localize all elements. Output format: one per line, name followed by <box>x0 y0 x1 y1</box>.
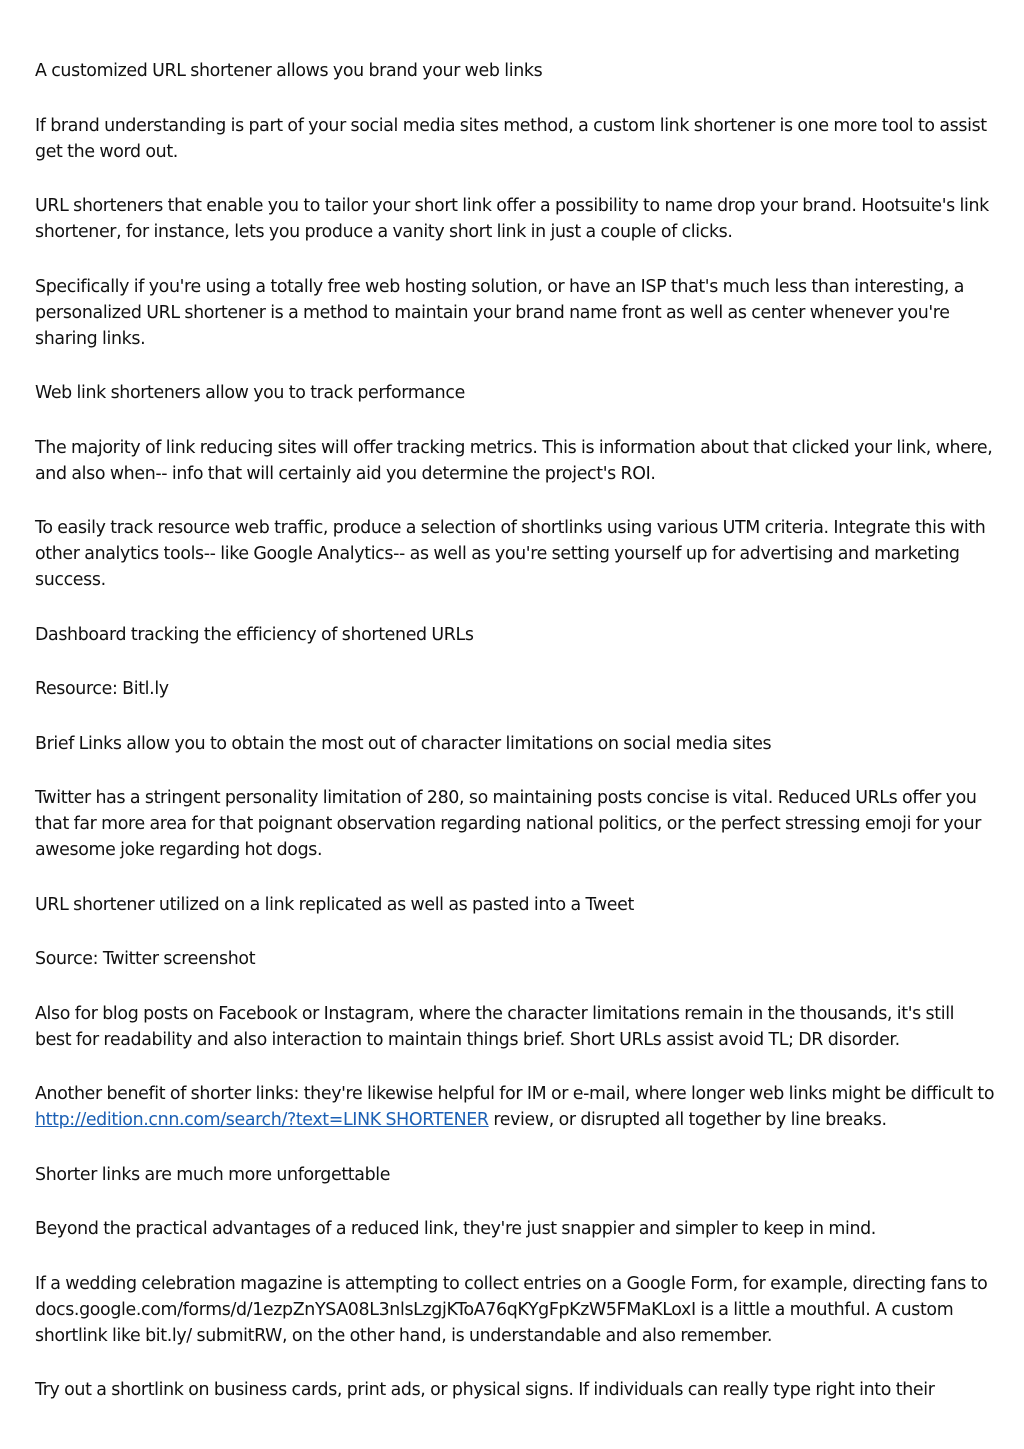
document-page <box>35 58 995 1432</box>
paragraph-with-link <box>35 1081 995 1133</box>
paragraph: A customized URL shortener allows you brand your web links <box>35 61 543 81</box>
paragraph: If a wedding celebration magazine is attempting to collect entries on a Google Form, for example, directing fans to docs.google.com/forms/d/1ezpZnYSA08L3nlsLzgjKToA76qKYgFpKzW5FMaKLoxI is a little a mouthful. A custom shortlink like bit.ly/ submitRW, on the other hand, is understandable and also remember. <box>35 1273 988 1346</box>
paragraph: Web link shorteners allow you to track performance <box>35 383 465 403</box>
paragraph: URL shorteners that enable you to tailor your short link offer a possibility to name drop your brand. Hootsuite's link shortener, for instance, lets you produce a vanity short link in just a couple of clicks. <box>35 196 989 242</box>
paragraph: The majority of link reducing sites will offer tracking metrics. This is information about that clicked your link, where, and also when-- info that will certainly aid you determine the project's ROI. <box>35 437 993 484</box>
paragraph: Try out a shortlink on business cards, print ads, or physical signs. If individuals can really type right into their <box>35 1380 935 1400</box>
link-paragraph-after: review, or disrupted all together by line breaks. <box>488 1110 887 1130</box>
paragraph: If brand understanding is part of your social media sites method, a custom link shortener is one more tool to assist get the word out. <box>35 115 987 162</box>
paragraph: Beyond the practical advantages of a reduced link, they're just snappier and simpler to keep in mind. <box>35 1219 876 1239</box>
paragraph: Dashboard tracking the efficiency of shortened URLs <box>35 624 474 645</box>
cnn-search-link[interactable]: http://edition.cnn.com/search/?text=LINK SHORTENER <box>35 1110 489 1130</box>
paragraph: Twitter has a stringent personality limitation of 280, so maintaining posts concise is vital. Reduced URLs offer you that far more area for that poignant observation regarding national politics, or the perfect stressing emoji for your awesome joke regarding hot dogs. <box>35 788 982 860</box>
paragraph: Source: Twitter screenshot <box>35 949 256 969</box>
paragraph: URL shortener utilized on a link replicated as well as pasted into a Tweet <box>35 894 634 915</box>
paragraph: Specifically if you're using a totally free web hosting solution, or have an ISP that's much less than interesting, a personalized URL shortener is a method to maintain your brand name front as well as center whenever you're sharing links. <box>35 276 965 349</box>
link-paragraph-before: Another benefit of shorter links: they're likewise helpful for IM or e-mail, where longer web links might be difficult to <box>35 1084 995 1104</box>
paragraph: Resource: Bitl.ly <box>35 679 169 699</box>
paragraph: Shorter links are much more unforgettable <box>35 1164 391 1185</box>
paragraph: Brief Links allow you to obtain the most out of character limitations on social media sites <box>35 733 772 754</box>
paragraph: To easily track resource web traffic, produce a selection of shortlinks using various UTM criteria. Integrate this with other analytics tools-- like Google Analytics-- as well as you're setting yourself up for advertising and marketing success. <box>35 518 986 590</box>
paragraph: Also for blog posts on Facebook or Instagram, where the character limitations remain in the thousands, it's still best for readability and also interaction to maintain things brief. Short URLs assist avoid TL; DR disorder. <box>35 1003 955 1050</box>
